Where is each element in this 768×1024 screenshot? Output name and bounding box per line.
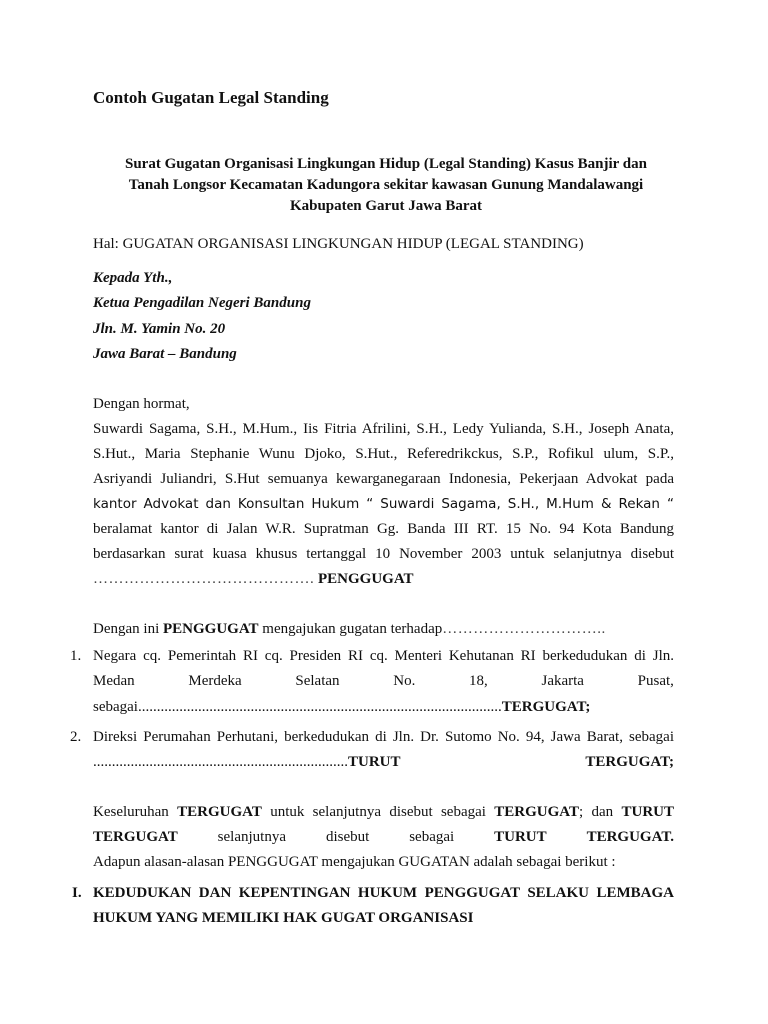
word: Selatan: [295, 673, 340, 689]
dotted-leader: …………………………..: [442, 621, 606, 637]
defendant-1-line: [93, 673, 674, 690]
plaintiff-paragraph-line: S.Hut., Maria Stephanie Wunu Djoko, S.Hut., Referedrikckus, S.P., Rofikul ulum, S.P.,: [93, 446, 674, 462]
address-line: Ketua Pengadilan Negeri Bandung: [93, 295, 311, 311]
subject-line: Hal: GUGATAN ORGANISASI LINGKUNGAN HIDUP (LEGAL STANDING): [93, 236, 584, 252]
summary-bold: TERGUGAT: [177, 804, 262, 820]
document-subtitle: [100, 154, 672, 217]
intro-plaintiff: PENGGUGAT: [162, 621, 259, 637]
defendant-2-line: Direksi Perumahan Perhutani, berkedudukan di Jln. Dr. Sutomo No. 94, Jawa Barat, sebagai: [93, 729, 674, 745]
word: Jakarta: [541, 673, 584, 689]
summary-text: untuk selanjutnya disebut sebagai: [261, 804, 495, 820]
summary-line: Adapun alasan-alasan PENGGUGAT mengajukan GUGATAN adalah sebagai berikut :: [93, 854, 616, 870]
item-number: 1.: [70, 648, 82, 664]
summary-bold: TERGUGAT: [494, 804, 580, 820]
summary-text: Keseluruhan: [93, 804, 178, 820]
plaintiff-paragraph-line: beralamat kantor di Jalan W.R. Supratman Gg. Banda III RT. 15 No. 94 Kota Bandung: [93, 521, 674, 537]
word: TERGUGAT: [93, 829, 178, 845]
plaintiff-paragraph-line: Suwardi Sagama, S.H., M.Hum., Iis Fitria Afrilini, S.H., Ledy Yulianda, S.H., Joseph Anata,: [93, 421, 674, 437]
address-line: Jln. M. Yamin No. 20: [93, 321, 226, 337]
plaintiff-paragraph-line: berdasarkan surat kuasa khusus tertanggal 10 November 2003 untuk selanjutnya disebut: [93, 546, 674, 562]
word: sebagai: [409, 829, 455, 845]
word: selanjutnya: [217, 829, 286, 845]
address-line: Jawa Barat – Bandung: [93, 346, 237, 362]
subtitle-line: Surat Gugatan Organisasi Lingkungan Hidup (Legal Standing) Kasus Banjir dan: [125, 156, 647, 172]
document-title: Contoh Gugatan Legal Standing: [93, 88, 329, 107]
word: No.: [393, 673, 416, 689]
dotted-leader: ....................................................................: [93, 754, 348, 770]
defendant-1-designation: [93, 699, 590, 716]
section-heading-line: HUKUM YANG MEMILIKI HAK GUGAT ORGANISASI: [93, 910, 474, 926]
plaintiff-label: PENGGUGAT: [318, 571, 414, 587]
subtitle-line: Tanah Longsor Kecamatan Kadungora sekitar kawasan Gunung Mandalawangi: [128, 177, 644, 193]
greeting: Dengan hormat,: [93, 396, 190, 412]
section-number: I.: [72, 885, 82, 901]
intro-sentence: [93, 621, 606, 638]
defendant-1-line: Negara cq. Pemerintah RI cq. Presiden RI cq. Menteri Kehutanan RI berkedudukan di Jln.: [93, 648, 674, 664]
word: TURUT: [494, 829, 547, 845]
word: TERGUGAT.: [586, 829, 674, 845]
summary-bold: TURUT: [621, 804, 675, 820]
plaintiff-designation: [93, 571, 414, 588]
summary-text: ; dan: [579, 804, 622, 820]
defendant-label: TERGUGAT;: [501, 699, 591, 715]
tergugat-label: TERGUGAT;: [585, 754, 674, 770]
intro-text: Dengan ini: [93, 621, 163, 637]
dotted-leader: …………………………………….: [93, 571, 315, 587]
word: Merdeka: [188, 673, 242, 689]
word: Medan: [93, 673, 135, 689]
defendant-2-designation: [93, 754, 674, 771]
turut-label: TURUT: [348, 754, 401, 770]
section-heading-line: KEDUDUKAN DAN KEPENTINGAN HUKUM PENGGUGAT SELAKU LEMBAGA: [93, 885, 674, 901]
word: 18,: [469, 673, 488, 689]
word: disebut: [325, 829, 370, 845]
plaintiff-paragraph-line: Asriyandi Juliandri, S.Hut semuanya kewarganegaraan Indonesia, Pekerjaan Advokat pada: [93, 471, 674, 487]
plaintiff-paragraph-line: kantor Advokat dan Konsultan Hukum “ Suwardi Sagama, S.H., M.Hum & Rekan “: [93, 496, 674, 512]
subtitle-line: Kabupaten Garut Jawa Barat: [289, 198, 483, 214]
dotted-leader: sebagai.................................................................................................: [93, 699, 502, 715]
item-number: 2.: [70, 729, 82, 745]
summary-line: [93, 829, 674, 846]
summary-line: [93, 804, 674, 821]
intro-text: mengajukan gugatan terhadap: [258, 621, 443, 637]
word: Pusat,: [637, 673, 674, 689]
designation-left: [93, 754, 401, 771]
address-line: Kepada Yth.,: [93, 270, 173, 286]
